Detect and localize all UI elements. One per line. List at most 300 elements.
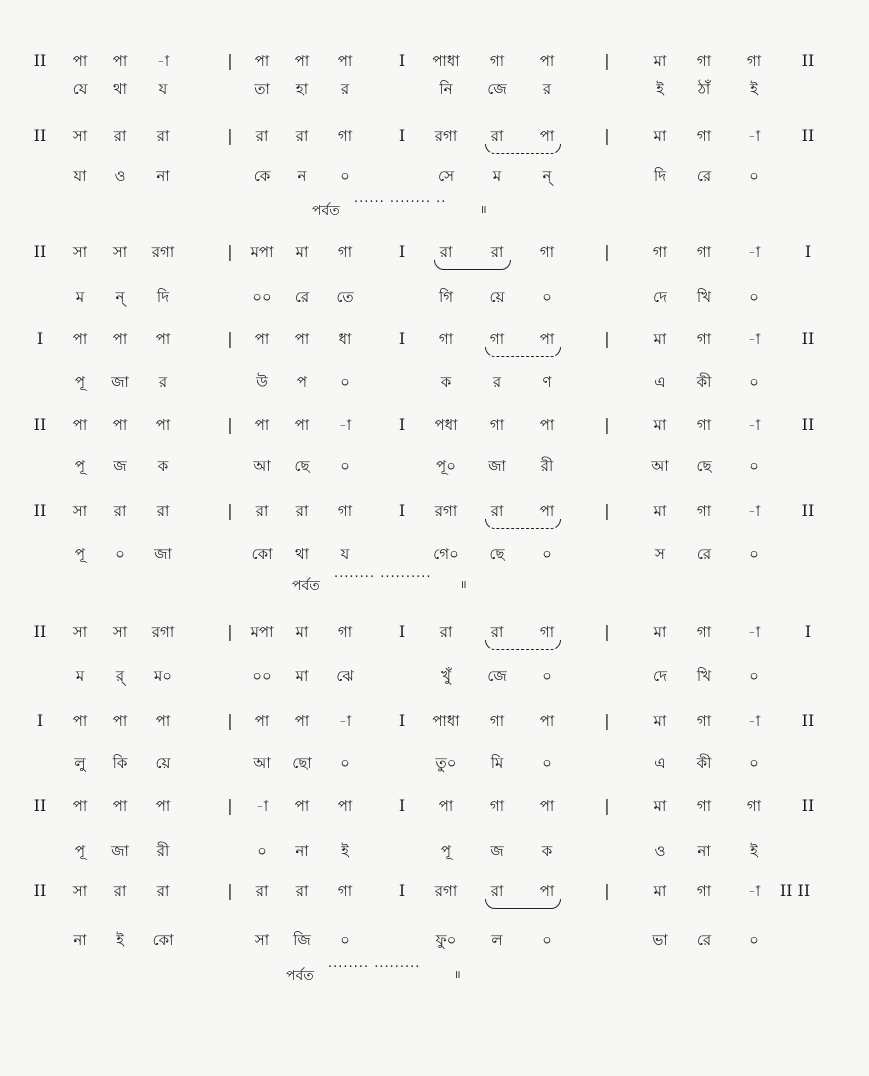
lyric-syllable: দি: [156, 288, 170, 306]
lyric-syllable: ০: [542, 931, 552, 949]
lyric-syllable: ই: [341, 842, 349, 860]
bar-line: I: [398, 51, 406, 70]
lyric-syllable: আ: [253, 754, 271, 772]
lyric-syllable: কো: [251, 545, 273, 563]
note: -া: [255, 797, 269, 815]
lyric-syllable: না: [697, 842, 711, 860]
lyric-syllable: গে০: [433, 545, 459, 563]
lyric-syllable: রে: [696, 167, 712, 185]
note: ধা: [338, 330, 352, 348]
lyric-syllable: তে: [336, 288, 354, 306]
note: পা: [337, 797, 353, 815]
slur-mark: [434, 260, 511, 270]
note: -া: [747, 712, 761, 730]
bar-line: II: [33, 501, 47, 520]
note: রগা: [434, 127, 458, 145]
lyric-syllable: দে: [653, 288, 667, 306]
bar-line: |: [604, 329, 610, 348]
lyric-syllable: রী: [156, 842, 170, 860]
refrain-label: পর্বত: [292, 578, 320, 594]
note: পা: [539, 127, 555, 145]
lyric-syllable: মা: [295, 667, 309, 685]
lyric-syllable: ০: [340, 457, 350, 475]
note: গা: [337, 623, 353, 641]
note: মা: [653, 623, 667, 641]
lyric-syllable: ণ: [542, 373, 552, 391]
lyric-syllable: ০: [542, 667, 552, 685]
lyric-syllable: ন: [297, 167, 307, 185]
bar-line: II: [801, 415, 815, 434]
lyric-syllable: ফু০: [435, 931, 457, 949]
lyric-syllable: উ: [256, 373, 268, 391]
lyric-syllable: কী: [696, 373, 712, 391]
bar-line: |: [227, 242, 233, 261]
bar-line: II: [801, 711, 815, 730]
bar-line: II: [801, 796, 815, 815]
lyric-syllable: খি: [696, 667, 712, 685]
lyric-syllable: র: [542, 80, 552, 98]
note: গা: [746, 52, 762, 70]
lyric-syllable: ০: [749, 545, 759, 563]
bar-line: |: [604, 415, 610, 434]
note: গা: [489, 712, 505, 730]
note: -া: [747, 502, 761, 520]
bar-line: |: [604, 711, 610, 730]
bar-line: II: [801, 329, 815, 348]
slur-mark: [485, 144, 561, 154]
note: সা: [112, 623, 128, 641]
note: গা: [539, 243, 555, 261]
note: পা: [539, 330, 555, 348]
lyric-syllable: ম: [75, 667, 85, 685]
note: পা: [294, 416, 310, 434]
note: গা: [696, 797, 712, 815]
bar-line: I: [36, 711, 44, 730]
bar-line: |: [227, 51, 233, 70]
note: গা: [696, 330, 712, 348]
note: গা: [438, 330, 454, 348]
note: সা: [72, 623, 88, 641]
lyric-syllable: পূ: [74, 373, 86, 391]
lyric-syllable: ০: [115, 545, 125, 563]
lyric-syllable: ই: [750, 842, 758, 860]
note: পা: [539, 416, 555, 434]
lyric-syllable: লু: [74, 754, 86, 772]
lyric-syllable: আ: [253, 457, 271, 475]
lyric-syllable: র: [340, 80, 350, 98]
refrain-dots: ········ ··········: [334, 570, 432, 585]
lyric-syllable: পূ: [74, 842, 86, 860]
lyric-syllable: মি: [490, 754, 504, 772]
note: মা: [653, 712, 667, 730]
refrain-end-mark: ॥: [480, 203, 487, 216]
lyric-syllable: ক: [440, 373, 452, 391]
note: গা: [489, 52, 505, 70]
lyric-syllable: ন্: [115, 288, 125, 306]
lyric-syllable: ম০: [153, 667, 173, 685]
lyric-syllable: ০: [749, 167, 759, 185]
lyric-syllable: এ: [654, 754, 666, 772]
lyric-syllable: র্: [115, 667, 125, 685]
lyric-syllable: কী: [696, 754, 712, 772]
lyric-syllable: ০০: [252, 288, 272, 306]
bar-line: |: [604, 622, 610, 641]
note: পা: [155, 712, 171, 730]
lyric-syllable: খি: [696, 288, 712, 306]
lyric-syllable: হা: [295, 80, 309, 98]
bar-line: I: [398, 415, 406, 434]
note: পা: [337, 52, 353, 70]
lyric-syllable: জে: [487, 80, 507, 98]
lyric-syllable: ০: [340, 373, 350, 391]
note: গা: [489, 416, 505, 434]
bar-line: I: [804, 242, 812, 261]
note: পাধা: [432, 52, 460, 70]
bar-line: I: [804, 622, 812, 641]
note: পা: [294, 712, 310, 730]
lyric-syllable: রে: [294, 288, 310, 306]
bar-line: II: [33, 881, 47, 900]
lyric-syllable: পূ: [74, 545, 86, 563]
refrain-label: পর্বত: [286, 968, 314, 984]
note: রগা: [151, 243, 175, 261]
lyric-syllable: ০: [749, 288, 759, 306]
note: রা: [156, 882, 170, 900]
lyric-syllable: য়ে: [489, 288, 505, 306]
note: রা: [295, 502, 309, 520]
note: পা: [539, 882, 555, 900]
slur-mark: [485, 640, 561, 650]
note: পা: [72, 416, 88, 434]
lyric-syllable: জা: [154, 545, 172, 563]
note: পা: [72, 712, 88, 730]
note: পা: [254, 330, 270, 348]
lyric-syllable: রে: [696, 931, 712, 949]
note: মপা: [250, 243, 274, 261]
bar-line: |: [604, 501, 610, 520]
lyric-syllable: ছো: [292, 754, 312, 772]
note: পা: [539, 712, 555, 730]
note: মা: [653, 330, 667, 348]
lyric-syllable: ক: [541, 842, 553, 860]
lyric-syllable: জা: [111, 842, 129, 860]
bar-line: I: [398, 501, 406, 520]
note: গা: [489, 797, 505, 815]
note: পা: [112, 797, 128, 815]
lyric-syllable: পূ: [74, 457, 86, 475]
lyric-syllable: ই: [116, 931, 124, 949]
lyric-syllable: কো: [152, 931, 174, 949]
bar-line: |: [227, 501, 233, 520]
note: রা: [156, 502, 170, 520]
note: মা: [653, 416, 667, 434]
note: পা: [294, 52, 310, 70]
note: মা: [295, 243, 309, 261]
lyric-syllable: কে: [253, 167, 271, 185]
refrain-end-mark: ॥: [460, 578, 467, 591]
lyric-syllable: না: [73, 931, 87, 949]
note: পাধা: [432, 712, 460, 730]
note: গা: [337, 882, 353, 900]
lyric-syllable: ০: [340, 754, 350, 772]
slur-mark: [485, 347, 561, 357]
lyric-syllable: ০: [749, 754, 759, 772]
note: গা: [337, 243, 353, 261]
note: গা: [337, 127, 353, 145]
bar-line: II: [33, 126, 47, 145]
note: রা: [156, 127, 170, 145]
note: মা: [653, 797, 667, 815]
lyric-syllable: ০: [749, 373, 759, 391]
note: সা: [72, 502, 88, 520]
lyric-syllable: না: [156, 167, 170, 185]
note: পা: [72, 797, 88, 815]
note: রা: [255, 127, 269, 145]
lyric-syllable: খুঁ: [441, 667, 451, 685]
bar-line: I: [398, 711, 406, 730]
note: রা: [439, 623, 453, 641]
bar-line: |: [227, 126, 233, 145]
lyric-syllable: য়ে: [155, 754, 171, 772]
note: পা: [438, 797, 454, 815]
bar-line: I: [36, 329, 44, 348]
lyric-syllable: থা: [112, 80, 128, 98]
lyric-syllable: ছে: [696, 457, 712, 475]
lyric-syllable: না: [295, 842, 309, 860]
note: মা: [295, 623, 309, 641]
lyric-syllable: দে: [653, 667, 667, 685]
lyric-syllable: ০: [340, 931, 350, 949]
lyric-syllable: ছে: [294, 457, 310, 475]
lyric-syllable: ০: [749, 457, 759, 475]
bar-line: I: [398, 242, 406, 261]
note: পা: [254, 52, 270, 70]
lyric-syllable: যে: [72, 80, 88, 98]
lyric-syllable: ঠাঁ: [697, 80, 711, 98]
lyric-syllable: পূ০: [436, 457, 456, 475]
note: -া: [747, 416, 761, 434]
bar-line: |: [604, 881, 610, 900]
bar-line: |: [227, 711, 233, 730]
note: গা: [746, 797, 762, 815]
note: পা: [539, 797, 555, 815]
lyric-syllable: গি: [438, 288, 454, 306]
bar-line: II: [33, 51, 47, 70]
note: পা: [155, 416, 171, 434]
lyric-syllable: পূ: [440, 842, 452, 860]
lyric-syllable: ০: [542, 754, 552, 772]
lyric-syllable: জ: [490, 842, 504, 860]
note: গা: [696, 502, 712, 520]
note: রা: [490, 243, 504, 261]
bar-line: II: [801, 51, 815, 70]
bar-line: II: [33, 796, 47, 815]
note: সা: [72, 127, 88, 145]
note: -া: [338, 416, 352, 434]
bar-line: II: [33, 622, 47, 641]
lyric-syllable: থা: [294, 545, 310, 563]
note: রা: [490, 502, 504, 520]
note: পা: [112, 330, 128, 348]
bar-line: |: [604, 126, 610, 145]
bar-line: |: [227, 329, 233, 348]
lyric-syllable: ০: [542, 288, 552, 306]
lyric-syllable: ০: [257, 842, 267, 860]
bar-line: II: [801, 501, 815, 520]
note: পা: [539, 502, 555, 520]
note: গা: [652, 243, 668, 261]
lyric-syllable: ক: [157, 457, 169, 475]
note: -া: [747, 882, 761, 900]
bar-line: I: [398, 126, 406, 145]
note: -া: [338, 712, 352, 730]
note: -া: [747, 127, 761, 145]
lyric-syllable: জে: [487, 667, 507, 685]
note: পা: [254, 416, 270, 434]
note: গা: [696, 882, 712, 900]
note: পধা: [434, 416, 458, 434]
lyric-syllable: ও: [654, 842, 666, 860]
bar-line: I: [398, 622, 406, 641]
lyric-syllable: তা: [254, 80, 270, 98]
lyric-syllable: ঝে: [336, 667, 354, 685]
bar-line: |: [604, 242, 610, 261]
lyric-syllable: ০: [340, 167, 350, 185]
note: সা: [72, 882, 88, 900]
note: রা: [490, 623, 504, 641]
lyric-syllable: প: [296, 373, 308, 391]
note: পা: [72, 330, 88, 348]
note: গা: [337, 502, 353, 520]
note: মা: [653, 127, 667, 145]
bar-line: |: [604, 796, 610, 815]
lyric-syllable: ল: [491, 931, 503, 949]
note: রা: [490, 127, 504, 145]
note: মা: [653, 882, 667, 900]
lyric-syllable: ন্: [542, 167, 552, 185]
note: পা: [254, 712, 270, 730]
lyric-syllable: কি: [112, 754, 128, 772]
bar-line: |: [227, 622, 233, 641]
lyric-syllable: য: [158, 80, 168, 98]
note: রা: [113, 502, 127, 520]
note: রা: [113, 882, 127, 900]
lyric-syllable: ভা: [652, 931, 668, 949]
bar-line: II II: [779, 881, 811, 900]
lyric-syllable: যা: [73, 167, 87, 185]
lyric-syllable: রে: [696, 545, 712, 563]
note: গা: [696, 52, 712, 70]
bar-line: II: [33, 242, 47, 261]
lyric-syllable: ই: [656, 80, 664, 98]
lyric-syllable: ০০: [252, 667, 272, 685]
lyric-syllable: জা: [488, 457, 506, 475]
note: সা: [112, 243, 128, 261]
lyric-syllable: এ: [654, 373, 666, 391]
note: পা: [294, 797, 310, 815]
lyric-syllable: য: [340, 545, 350, 563]
note: গা: [696, 712, 712, 730]
refrain-label: পর্বত: [312, 203, 340, 219]
note: রা: [439, 243, 453, 261]
refrain-dots: ········ ·········: [328, 960, 421, 975]
note: গা: [539, 623, 555, 641]
lyric-syllable: ম: [75, 288, 85, 306]
refrain-end-mark: ॥: [454, 968, 461, 981]
note: রা: [255, 882, 269, 900]
bar-line: II: [33, 415, 47, 434]
lyric-syllable: তু০: [435, 754, 457, 772]
refrain-dots: ······ ········ ··: [354, 195, 447, 210]
lyric-syllable: জা: [111, 373, 129, 391]
note: -া: [747, 623, 761, 641]
lyric-syllable: দি: [653, 167, 667, 185]
note: রা: [255, 502, 269, 520]
note: -া: [747, 243, 761, 261]
bar-line: I: [398, 329, 406, 348]
lyric-syllable: সা: [254, 931, 270, 949]
lyric-syllable: ০: [749, 931, 759, 949]
lyric-syllable: ০: [542, 545, 552, 563]
note: রগা: [434, 882, 458, 900]
note: পা: [112, 52, 128, 70]
lyric-syllable: র: [492, 373, 502, 391]
slur-mark: [485, 519, 561, 529]
note: মা: [653, 502, 667, 520]
lyric-syllable: রী: [540, 457, 554, 475]
note: গা: [696, 243, 712, 261]
note: রা: [490, 882, 504, 900]
note: গা: [696, 623, 712, 641]
note: -া: [156, 52, 170, 70]
note: গা: [696, 127, 712, 145]
note: রগা: [151, 623, 175, 641]
note: সা: [72, 243, 88, 261]
bar-line: II: [801, 126, 815, 145]
bar-line: |: [227, 881, 233, 900]
bar-line: |: [227, 796, 233, 815]
bar-line: |: [604, 51, 610, 70]
bar-line: I: [398, 881, 406, 900]
note: গা: [489, 330, 505, 348]
note: মপা: [250, 623, 274, 641]
lyric-syllable: আ: [651, 457, 669, 475]
lyric-syllable: ছে: [489, 545, 505, 563]
note: পা: [112, 416, 128, 434]
note: রা: [295, 127, 309, 145]
note: পা: [72, 52, 88, 70]
lyric-syllable: ও: [114, 167, 126, 185]
note: রগা: [434, 502, 458, 520]
slur-mark: [485, 899, 561, 909]
lyric-syllable: সে: [438, 167, 454, 185]
lyric-syllable: জি: [293, 931, 311, 949]
lyric-syllable: র: [158, 373, 168, 391]
note: মা: [653, 52, 667, 70]
lyric-syllable: ম: [492, 167, 502, 185]
bar-line: I: [398, 796, 406, 815]
note: পা: [155, 797, 171, 815]
lyric-syllable: জ: [113, 457, 127, 475]
lyric-syllable: নি: [439, 80, 453, 98]
note: পা: [112, 712, 128, 730]
note: -া: [747, 330, 761, 348]
note: পা: [539, 52, 555, 70]
note: রা: [295, 882, 309, 900]
bar-line: |: [227, 415, 233, 434]
lyric-syllable: ই: [750, 80, 758, 98]
note: পা: [155, 330, 171, 348]
